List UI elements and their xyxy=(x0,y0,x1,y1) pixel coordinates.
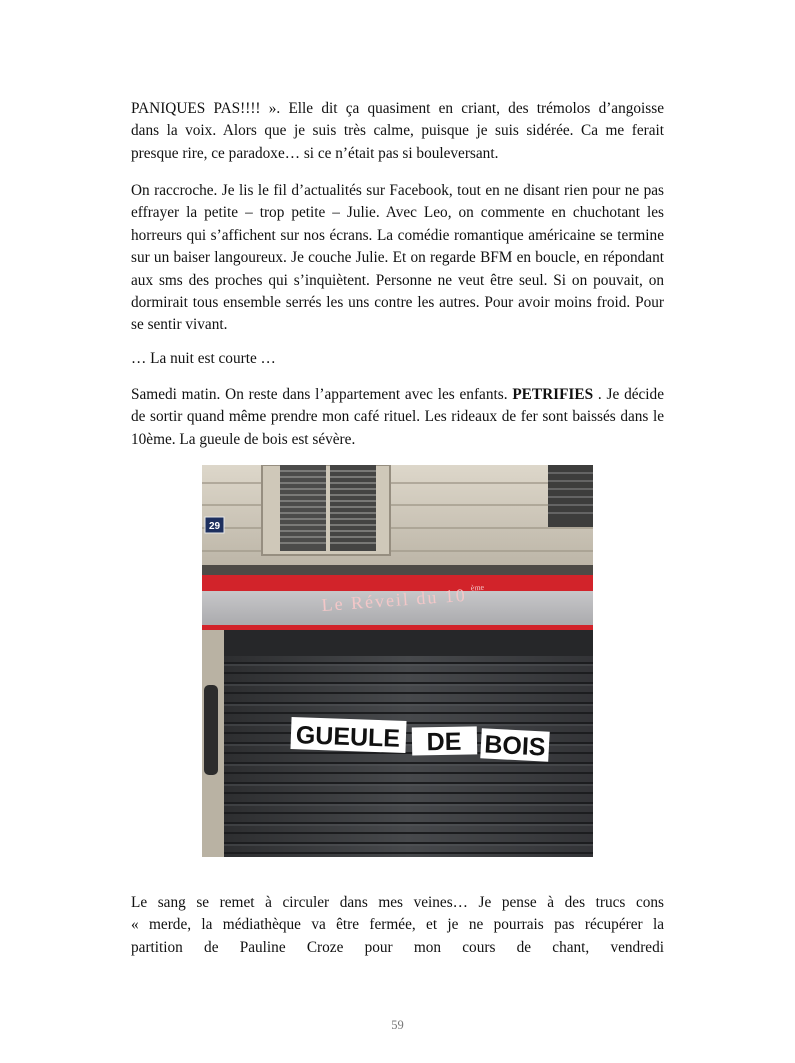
paragraph-5 xyxy=(131,892,664,959)
paragraph-4-before: Samedi matin. On reste dans l’appartement avec les enfants. xyxy=(131,386,513,403)
paragraph-5-line-1: Le sang se remet à circuler dans mes veines… Je pense à des trucs cons xyxy=(131,894,664,911)
paragraph-4-after: . Je décide de sortir quand même prendre mon café rituel. Les rideaux de fer sont baissés dans le 10ème. La gueule de bois est sévère. xyxy=(131,386,664,448)
paragraph-4 xyxy=(131,384,664,451)
paragraph-1 xyxy=(131,98,664,165)
petrifies-emphasis: PETRIFIES xyxy=(512,386,594,403)
shopfront-photo xyxy=(202,465,593,857)
paragraph-2 xyxy=(131,180,664,337)
sticker-word-1: GUEULE xyxy=(295,721,401,753)
paragraph-1-line-2: dans la voix. Alors que je suis très calme, puisque je suis sidérée. Ca me ferait xyxy=(131,122,664,140)
paragraph-3-text: … La nuit est courte … xyxy=(131,350,276,367)
sticker-word-3: BOIS xyxy=(483,730,547,762)
page-number: 59 xyxy=(391,1018,404,1032)
sticker-word-2: DE xyxy=(426,727,462,757)
paragraph-4-text xyxy=(131,384,664,451)
shop-sign-superscript: ème xyxy=(470,582,485,593)
paragraph-1-line-3: presque rire, ce paradoxe… si ce n’était pas si bouleversant. xyxy=(131,144,499,162)
paragraph-1-line-1: PANIQUES PAS!!!! ». Elle dit ça quasiment en criant, des trémolos d’angoisse xyxy=(131,100,664,117)
house-number: 29 xyxy=(208,521,221,532)
paragraph-5-line-2: « merde, la médiathèque va être fermée, et je ne pourrais pas récupérer la xyxy=(131,916,664,934)
paragraph-3 xyxy=(131,348,664,370)
shop-sign-text: Le Réveil du 10 xyxy=(320,584,468,615)
paragraph-2-text: On raccroche. Je lis le fil d’actualités sur Facebook, tout en ne disant rien pour ne pas effrayer la petite – trop petite – Julie. Avec Leo, on commente en chuchotant les horreurs qui s’affichent sur nos écrans. La comédie romantique américaine se termine sur un baiser langoureux. Je couche Julie. Et on regarde BFM en boucle, en répondant aux sms des proches qui s’inquiètent. Personne ne veut être seul. Si on pouvait, on dormirait tous ensemble serrés les uns contre les autres. Pour avoir moins froid. Pour se sentir vivant. xyxy=(131,182,664,334)
paragraph-5-line-3: partition de Pauline Croze pour mon cours de chant, vendredi xyxy=(131,938,664,956)
